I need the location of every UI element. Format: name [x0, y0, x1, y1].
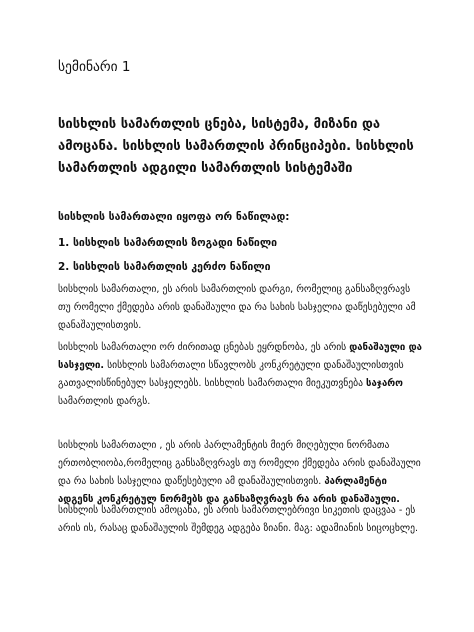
intro-line: სისხლის სამართალი იყოფა ორ ნაწილად:: [58, 211, 290, 223]
p2-bold-crime-punishment: დანაშაული და სასჯელი.: [58, 342, 422, 371]
list-item-special-part: 2. სისხლის სამართლის კერძო ნაწილი: [58, 261, 271, 273]
p3-text: სისხლის სამართალი , ეს არის პარლამენტის მიერ მიღებული ნორმათა ერთობლიობა,რომელიც განსაზღვრავს თუ რომელი ქმედება არის დანაშაული და რა სახის სასჯელია დაწესებული ამ დანაშაულისთვის.: [58, 440, 421, 487]
paragraph-parliament: [58, 437, 424, 509]
document-title: სისხლის სამართლის ცნება, სისტემა, მიზანი და ამოცანა. სისხლის სამართლის პრინციპები. სისხლის სამართლის ადგილი სამართლის სისტემაში: [58, 117, 414, 176]
p2-text-middle: სისხლის სამართალი სწავლობს კონკრეტული დანაშაულისთვის გათვალისწინებულ სასჯელებს. სისხლის სამართალი მიეკუთვნება: [58, 360, 404, 389]
paragraph-concepts: [58, 339, 424, 411]
p2-bold-public: საჯარო: [366, 378, 403, 389]
p2-text-after: სამართლის დარგს.: [58, 396, 151, 407]
seminar-label: სემინარი 1: [58, 59, 131, 75]
paragraph-task: სისხლის სამართლის ამოცანა, ეს არის სამართლებრივი სიკეთის დაცვაა - ეს არის ის, რასაც დანაშაულის შემდეგ ადგება ზიანი. მაგ: ადამიანის სიცოცხლე.: [58, 505, 419, 534]
list-item-general-part: 1. სისხლის სამართლის ზოგადი ნაწილი: [58, 237, 278, 249]
p3-bold-parliament: პარლამენტი ადგენს კონკრეტულ ნორმებს და განსაზღვრავს რა არის დანაშაული.: [58, 476, 400, 505]
p2-text-before: სისხლის სამართალი ორ ძირითად ცნებას ეყრდნობა, ეს არის: [58, 342, 350, 353]
paragraph-definition: სისხლის სამართალი, ეს არის სამართლის დარგი, რომელიც განსაზღვრავს თუ რომელი ქმედება არის დანაშაული და რა სახის სასჯელია დაწესებული ამ დანაშაულისთვის.: [58, 284, 416, 331]
